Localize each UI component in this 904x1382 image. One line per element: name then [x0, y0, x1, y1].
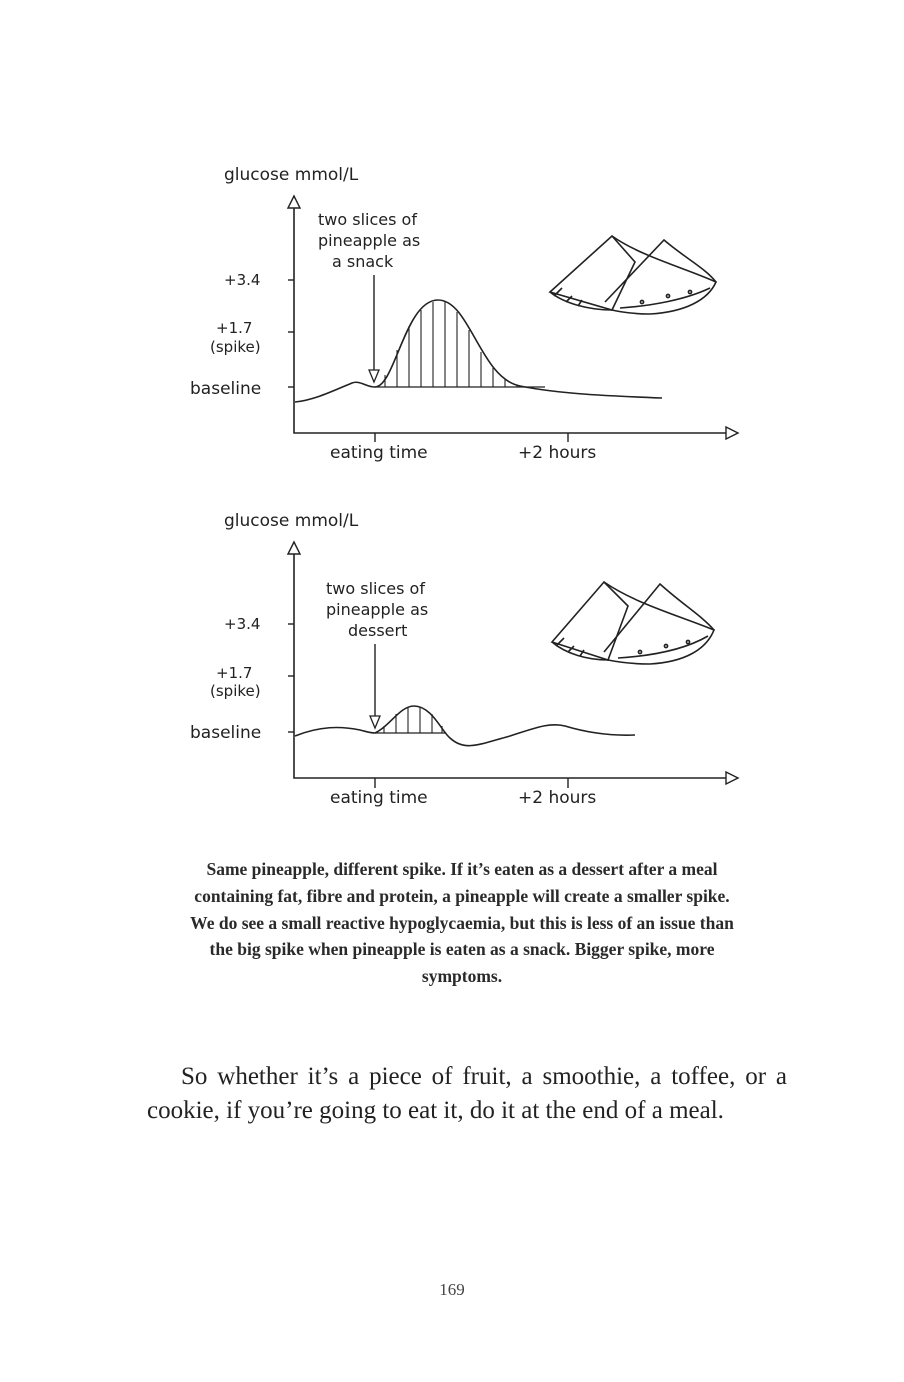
x-tick-plus-two-hours: +2 hours — [518, 788, 597, 808]
pineapple-slices-icon — [550, 236, 716, 314]
annotation-line-1: two slices of — [318, 210, 417, 229]
snack-glucose-chart — [180, 150, 740, 490]
spike-hatching — [385, 302, 517, 387]
body-paragraph — [147, 1060, 787, 1128]
y-tick-mid-note: (spike) — [210, 338, 261, 356]
dessert-glucose-chart — [180, 500, 740, 830]
x-tick-eating-time: eating time — [330, 443, 428, 463]
y-tick-baseline: baseline — [190, 723, 262, 743]
annotation-line-3: a snack — [332, 252, 394, 271]
annotation-line-3: dessert — [348, 621, 408, 640]
y-axis-label: glucose mmol/L — [224, 511, 359, 531]
x-tick-plus-two-hours: +2 hours — [518, 443, 597, 463]
y-tick-high: +3.4 — [224, 615, 261, 633]
x-tick-eating-time: eating time — [330, 788, 428, 808]
figure-caption: Same pineapple, different spike. If it’s eaten as a dessert after a meal containing fat, fibre and protein, a pineapple will create a smaller spike. We do see a small reactive hypoglycaemia, but this is less of an issue than the big spike when pineapple is eaten as a snack. Bigger spike, more symptoms. — [190, 859, 734, 987]
annotation-line-1: two slices of — [326, 579, 425, 598]
y-tick-baseline: baseline — [190, 379, 262, 399]
annotation-line-2: pineapple as — [326, 600, 429, 619]
annotation-line-2: pineapple as — [318, 231, 421, 250]
y-tick-mid: +1.7 — [216, 664, 253, 682]
y-tick-high: +3.4 — [224, 271, 261, 289]
y-tick-mid-note: (spike) — [210, 682, 261, 700]
y-axis-label: glucose mmol/L — [224, 165, 359, 185]
pineapple-slices-icon — [552, 582, 714, 664]
y-tick-mid: +1.7 — [216, 319, 253, 337]
page-number: 169 — [439, 1280, 465, 1299]
glucose-curve — [295, 706, 635, 746]
body-paragraph-text: So whether it’s a piece of fruit, a smoothie, a toffee, or a cookie, if you’re going to eat it, do it at the end of a meal. — [147, 1063, 787, 1124]
